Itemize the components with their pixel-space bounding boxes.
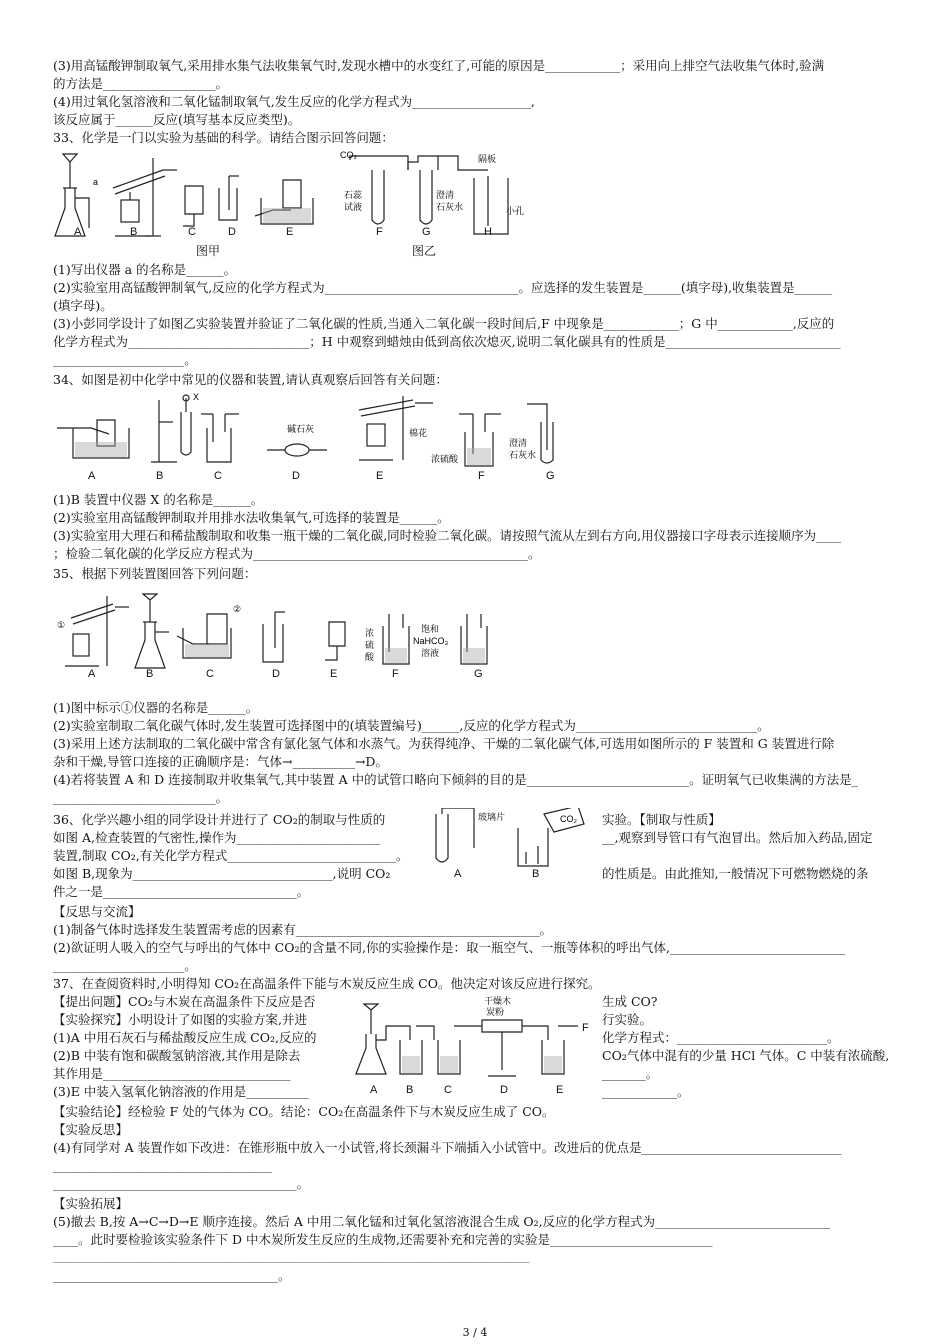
q35-line1: (1)图中标示①仪器的名称是______。	[53, 700, 259, 715]
q35-label-nahco3: NaHCO₃	[413, 636, 449, 646]
q37-conclusion: 【实验结论】经检验 F 处的气体为 CO。结论：CO₂在高温条件下与木炭反应生成了 CO。	[53, 1104, 555, 1119]
q33-fig-label: D	[228, 226, 236, 238]
q37-line3-right: 行实验。	[602, 1012, 653, 1027]
q35-fig-label: A	[88, 668, 96, 680]
q34-label-chengqing: 澄清	[509, 438, 528, 448]
q35-label-liu: 硫	[365, 640, 375, 650]
q37-line1: 37、在查阅资料时,小明得知 CO₂在高温条件下能与木炭反应生成 CO。他决定对该反应进行探究。	[53, 976, 601, 991]
q34-title: 34、如图是初中化学中常见的仪器和装置,请认真观察后回答有关问题：	[53, 372, 448, 387]
q33-fig-label: H	[484, 226, 492, 238]
q32-line3b: 的方法是__________________。	[53, 76, 229, 91]
q35-fig-label: F	[392, 668, 399, 680]
q37-label-ganzao: 干燥木	[484, 996, 512, 1006]
q34-fig-label: B	[156, 470, 164, 482]
q37-line7-right: ____________。	[602, 1084, 690, 1099]
q37-line6-left: 其作用是______________________________	[53, 1066, 291, 1081]
q37-fig-label: B	[406, 1084, 414, 1096]
q33-line3a: (3)小彭同学设计了如图乙实验装置并验证了二氧化碳的性质,当通入二氧化碳一段时间后,F 中现象是____________；G 中____________,反应的	[53, 316, 835, 331]
q35-line2: (2)实验室制取二氧化碳气体时,发生装置可选择图中的(填装置编号)______,反应的化学方程式为_____________________________。	[53, 718, 770, 733]
q37-line5-right: CO₂气体中混有的少量 HCl 气体。C 中装有浓硫酸,	[602, 1048, 890, 1063]
q34-line3a: (3)实验室用大理石和稀盐酸制取和收集一瓶干燥的二氧化碳,同时检验二氧化碳。请按照气流从左到右方向,用仪器接口字母表示连接顺序为____	[53, 528, 842, 543]
q35-fig-label: G	[474, 668, 483, 680]
q34-fig-label: E	[376, 470, 384, 482]
q35-fig-label: B	[146, 668, 154, 680]
q35-line4b: __________________________。	[53, 790, 229, 805]
q37-line7-left: (3)E 中装入氢氧化钠溶液的作用是__________	[53, 1084, 309, 1099]
q33-label-shiyu: 石蕊	[344, 190, 363, 200]
q34-fig-label: C	[214, 470, 222, 482]
q34-label-x: X	[193, 392, 200, 402]
q36-fig-label: A	[454, 868, 462, 880]
q33-fig-label: A	[74, 226, 82, 238]
q34-fig-label: D	[292, 470, 300, 482]
q36-label-co2: CO₂	[560, 814, 577, 824]
q33-label-chengqing: 澄清	[436, 190, 455, 200]
q34-fig-label: A	[88, 470, 96, 482]
q37-reflect-line4b: ___________________________________	[53, 1158, 272, 1173]
q33-label-shiye: 试液	[344, 202, 363, 212]
q36-line3-left: 装置,制取 CO₂,有关化学方程式___________________________。	[53, 848, 409, 863]
q36-figure	[418, 808, 588, 870]
q33-line1: (1)写出仪器 a 的名称是______。	[53, 262, 237, 277]
q33-figure-yi	[338, 148, 528, 248]
q35-fig-label: D	[272, 668, 280, 680]
q37-line2-left: 【提出问题】CO₂与木炭在高温条件下反应是否	[53, 994, 316, 1009]
q35-line4a: (4)若将装置 A 和 D 连接制取并收集氧气,其中装置 A 中的试管口略向下倾斜的目的是__________________________。证明氧气已收集满的方法是_	[53, 772, 858, 787]
q33-line2b: (填字母)。	[53, 298, 113, 313]
q36-reflect-line1: (1)制备气体时选择发生装置需考虑的因素有_______________________________________。	[53, 922, 552, 937]
q37-fig-label: A	[370, 1084, 378, 1096]
q37-label-tanfen: 炭粉	[486, 1007, 505, 1017]
q37-expand-line5a: (5)撤去 B,按 A→C→D→E 顺序连接。然后 A 中用二氧化锰和过氧化氢溶液混合生成 O₂,反应的化学方程式为____________________________	[53, 1214, 831, 1229]
q37-reflect-heading: 【实验反思】	[53, 1122, 129, 1137]
q36-line2-left: 如图 A,检查装置的气密性,操作为_______________________	[53, 830, 381, 845]
q34-label-nongliusuan: 浓硫酸	[431, 454, 459, 464]
q37-fig-label: F	[582, 1022, 589, 1034]
q37-line4-left: (1)A 中用石灰石与稀盐酸反应生成 CO₂,反应的	[53, 1030, 317, 1045]
q33-label-xiaokong: 小孔	[506, 206, 525, 216]
q36-line4-right: 的性质是。由此推知,一般情况下可燃物燃烧的条	[602, 866, 869, 881]
q36-line1-left: 36、化学兴趣小组的同学设计并进行了 CO₂的制取与性质的	[53, 812, 386, 827]
q37-expand-line5c: ___________________________________________________________________________________________________________	[53, 1252, 530, 1263]
q35-figure	[53, 588, 503, 680]
q34-line3b: ；检验二氧化碳的化学反应方程式为____________________________________________。	[53, 546, 541, 561]
q37-fig-label: D	[500, 1084, 508, 1096]
q33-fig-label: F	[376, 226, 383, 238]
q34-fig-label: F	[478, 470, 485, 482]
q32-line4b: 该反应属于______反应(填写基本反应类型)。	[53, 112, 301, 127]
q35-label-c1: ①	[57, 620, 66, 630]
q37-line3-left: 【实验探究】小明设计了如图的实验方案,并进	[53, 1012, 307, 1027]
q34-label-mianhua: 棉花	[409, 428, 428, 438]
q36-line2-right: __,观察到导管口有气泡冒出。然后加入药品,固定	[602, 830, 873, 845]
q34-label-jianshihui: 碱石灰	[287, 424, 315, 434]
q36-reflect-heading: 【反思与交流】	[53, 904, 141, 919]
q32-line3a: (3)用高锰酸钾制取氧气,采用排水集气法收集氧气时,发现水槽中的水变红了,可能的原因是____________；采用向上排空气法收集气体时,验满	[53, 58, 825, 73]
q35-label-rongye: 溶液	[421, 648, 440, 658]
q35-label-suan: 酸	[365, 652, 375, 662]
q34-line1: (1)B 装置中仪器 X 的名称是______。	[53, 492, 264, 507]
q33-fig-label: E	[286, 226, 294, 238]
q33-line2a: (2)实验室用高锰酸钾制氧气,反应的化学方程式为_______________________________。应选择的发生装置是______(填字母),收集装置是______	[53, 280, 833, 295]
q35-label-nong: 浓	[365, 628, 375, 638]
q36-fig-label: B	[532, 868, 540, 880]
q35-label-baohe: 饱和	[421, 624, 440, 634]
q33-label-co2: CO₂	[340, 150, 357, 160]
q35-line3a: (3)采用上述方法制取的二氧化碳中常含有氯化氢气体和水蒸气。为获得纯净、干燥的二氧化碳气体,可选用如图所示的 F 装置和 G 装置进行除	[53, 736, 835, 751]
q35-title: 35、根据下列装置图回答下列问题：	[53, 566, 257, 581]
q36-line1-right: 实验。【制取与性质】	[602, 812, 721, 827]
q36-reflect-line2a: (2)欲证明人吸入的空气与呼出的气体中 CO₂的含量不同,你的实验操作是：取一瓶空气、一瓶等体积的呼出气体,____________________________	[53, 940, 845, 955]
q37-line2-right: 生成 CO?	[602, 994, 658, 1009]
q33-title: 33、化学是一门以实验为基础的科学。请结合图示回答问题：	[53, 130, 394, 145]
q35-label-c2: ②	[233, 604, 242, 614]
q32-line4a: (4)用过氧化氢溶液和二氧化锰制取氧气,发生反应的化学方程式为___________________,	[53, 94, 535, 109]
q36-line4-left: 如图 B,现象为________________________________,说明 CO₂	[53, 866, 391, 881]
q37-line4-right: 化学方程式：________________________。	[602, 1030, 840, 1045]
q34-fig-label: G	[546, 470, 555, 482]
q34-figure	[53, 392, 573, 474]
q33-fig-label: C	[188, 226, 196, 238]
q36-line5-left: 件之一是_______________________________。	[53, 884, 310, 899]
q37-fig-label: E	[556, 1084, 564, 1096]
q33-line3c: _____________________。	[53, 352, 197, 367]
q35-fig-label: E	[330, 668, 338, 680]
q34-label-shihuishui: 石灰水	[509, 450, 537, 460]
q33-label-a: a	[93, 177, 99, 187]
q37-figure	[352, 996, 592, 1082]
q37-expand-line5b: ____。此时要检验该实验条件下 D 中木炭所发生反应的生成物,还需要补充和完善的实验是__________________________	[53, 1232, 713, 1247]
q33-line3b: 化学方程式为_____________________________；H 中观察到蜡烛由低到高依次熄灭,说明二氧化碳具有的性质是____________________________	[53, 334, 841, 349]
q35-fig-label: C	[206, 668, 214, 680]
page-number: 3 / 4	[462, 1326, 488, 1339]
q37-expand-heading: 【实验拓展】	[53, 1196, 129, 1211]
q37-reflect-line4c: _______________________________________。	[53, 1176, 310, 1191]
q33-caption-yi: 图乙	[412, 244, 437, 258]
q36-reflect-line2b: _____________________。	[53, 958, 197, 973]
q33-fig-label: G	[422, 226, 431, 238]
q33-label-geban: 隔板	[478, 154, 497, 164]
q37-fig-label: C	[444, 1084, 452, 1096]
q37-line5-left: (2)B 中装有饱和碳酸氢钠溶液,其作用是除去	[53, 1048, 301, 1063]
q36-label-boli: 玻璃片	[478, 812, 506, 822]
q33-caption-jia: 图甲	[196, 244, 221, 258]
q37-expand-line5d: ____________________________________。	[53, 1268, 291, 1283]
q34-line2: (2)实验室用高锰酸钾制取并用排水法收集氧气,可选择的装置是______。	[53, 510, 450, 525]
q37-line6-right: _______。	[602, 1066, 659, 1081]
q37-reflect-line4a: (4)有同学对 A 装置作如下改进：在锥形瓶中放入一小试管,将长颈漏斗下端插入小试管中。改进后的优点是________________________________	[53, 1140, 842, 1155]
q33-label-shihuishui: 石灰水	[436, 202, 464, 212]
q35-line3b: 杂和干燥,导管口连接的正确顺序是：气体→__________→D。	[53, 754, 388, 769]
q33-fig-label: B	[130, 226, 138, 238]
